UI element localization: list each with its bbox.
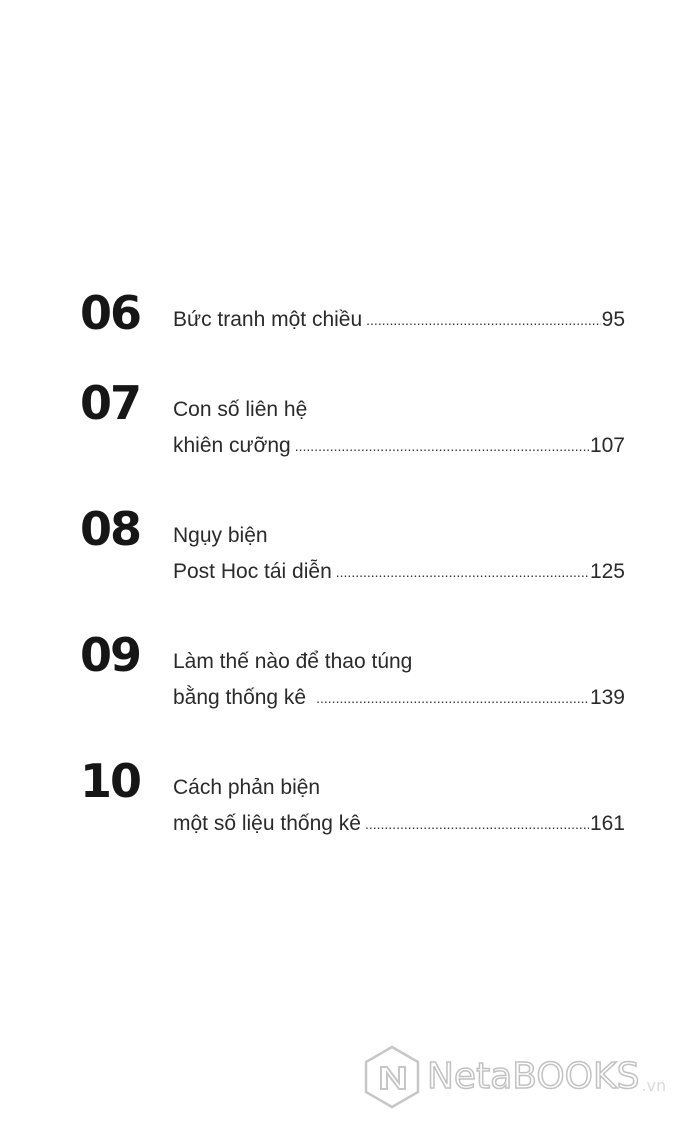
page-number: 95 (601, 308, 625, 331)
page-number: 107 (589, 434, 625, 457)
chapter-title-text: Làm thế nào để thao túng (173, 650, 413, 673)
toc-line (173, 428, 625, 464)
dot-leader (316, 691, 589, 705)
toc-line (173, 806, 625, 842)
chapter-title (173, 302, 625, 338)
chapter-number: 09 (80, 628, 141, 682)
dot-leader (336, 565, 589, 579)
chapter-number: 08 (80, 502, 141, 556)
chapter-number: 07 (80, 376, 141, 430)
chapter-title-text: Con số liên hệ (173, 398, 308, 421)
page-number: 125 (589, 560, 625, 583)
chapter-title-text: Cách phản biện (173, 776, 321, 799)
toc-line (173, 680, 625, 716)
chapter-title-text: bằng thống kê (173, 686, 307, 709)
dot-leader (366, 313, 600, 327)
chapter-title-text: Ngụy biện (173, 524, 268, 547)
chapter-title-text: Bức tranh một chiều (173, 308, 363, 331)
chapter-title (173, 518, 625, 590)
watermark-suffix: .vn (641, 1076, 667, 1095)
dot-leader (365, 817, 589, 831)
toc-line (173, 518, 625, 554)
toc-line (173, 554, 625, 590)
chapter-title (173, 644, 625, 716)
dot-leader (295, 439, 589, 453)
page-number: 161 (589, 812, 625, 835)
page-number: 139 (589, 686, 625, 709)
netabooks-logo-icon (363, 1045, 421, 1109)
chapter-title (173, 770, 625, 842)
chapter-title (173, 392, 625, 464)
toc-line (173, 770, 625, 806)
netabooks-watermark (363, 1045, 666, 1109)
chapter-title-text: khiên cưỡng (173, 434, 291, 457)
toc-line (173, 644, 625, 680)
chapter-title-text: một số liệu thống kê (173, 812, 361, 835)
watermark-brand: NetaBOOKS (427, 1056, 640, 1097)
chapter-number: 10 (80, 754, 141, 808)
toc-line (173, 392, 625, 428)
chapter-title-text: Post Hoc tái diễn (173, 560, 332, 583)
chapter-number: 06 (80, 286, 141, 340)
toc-line (173, 302, 625, 338)
